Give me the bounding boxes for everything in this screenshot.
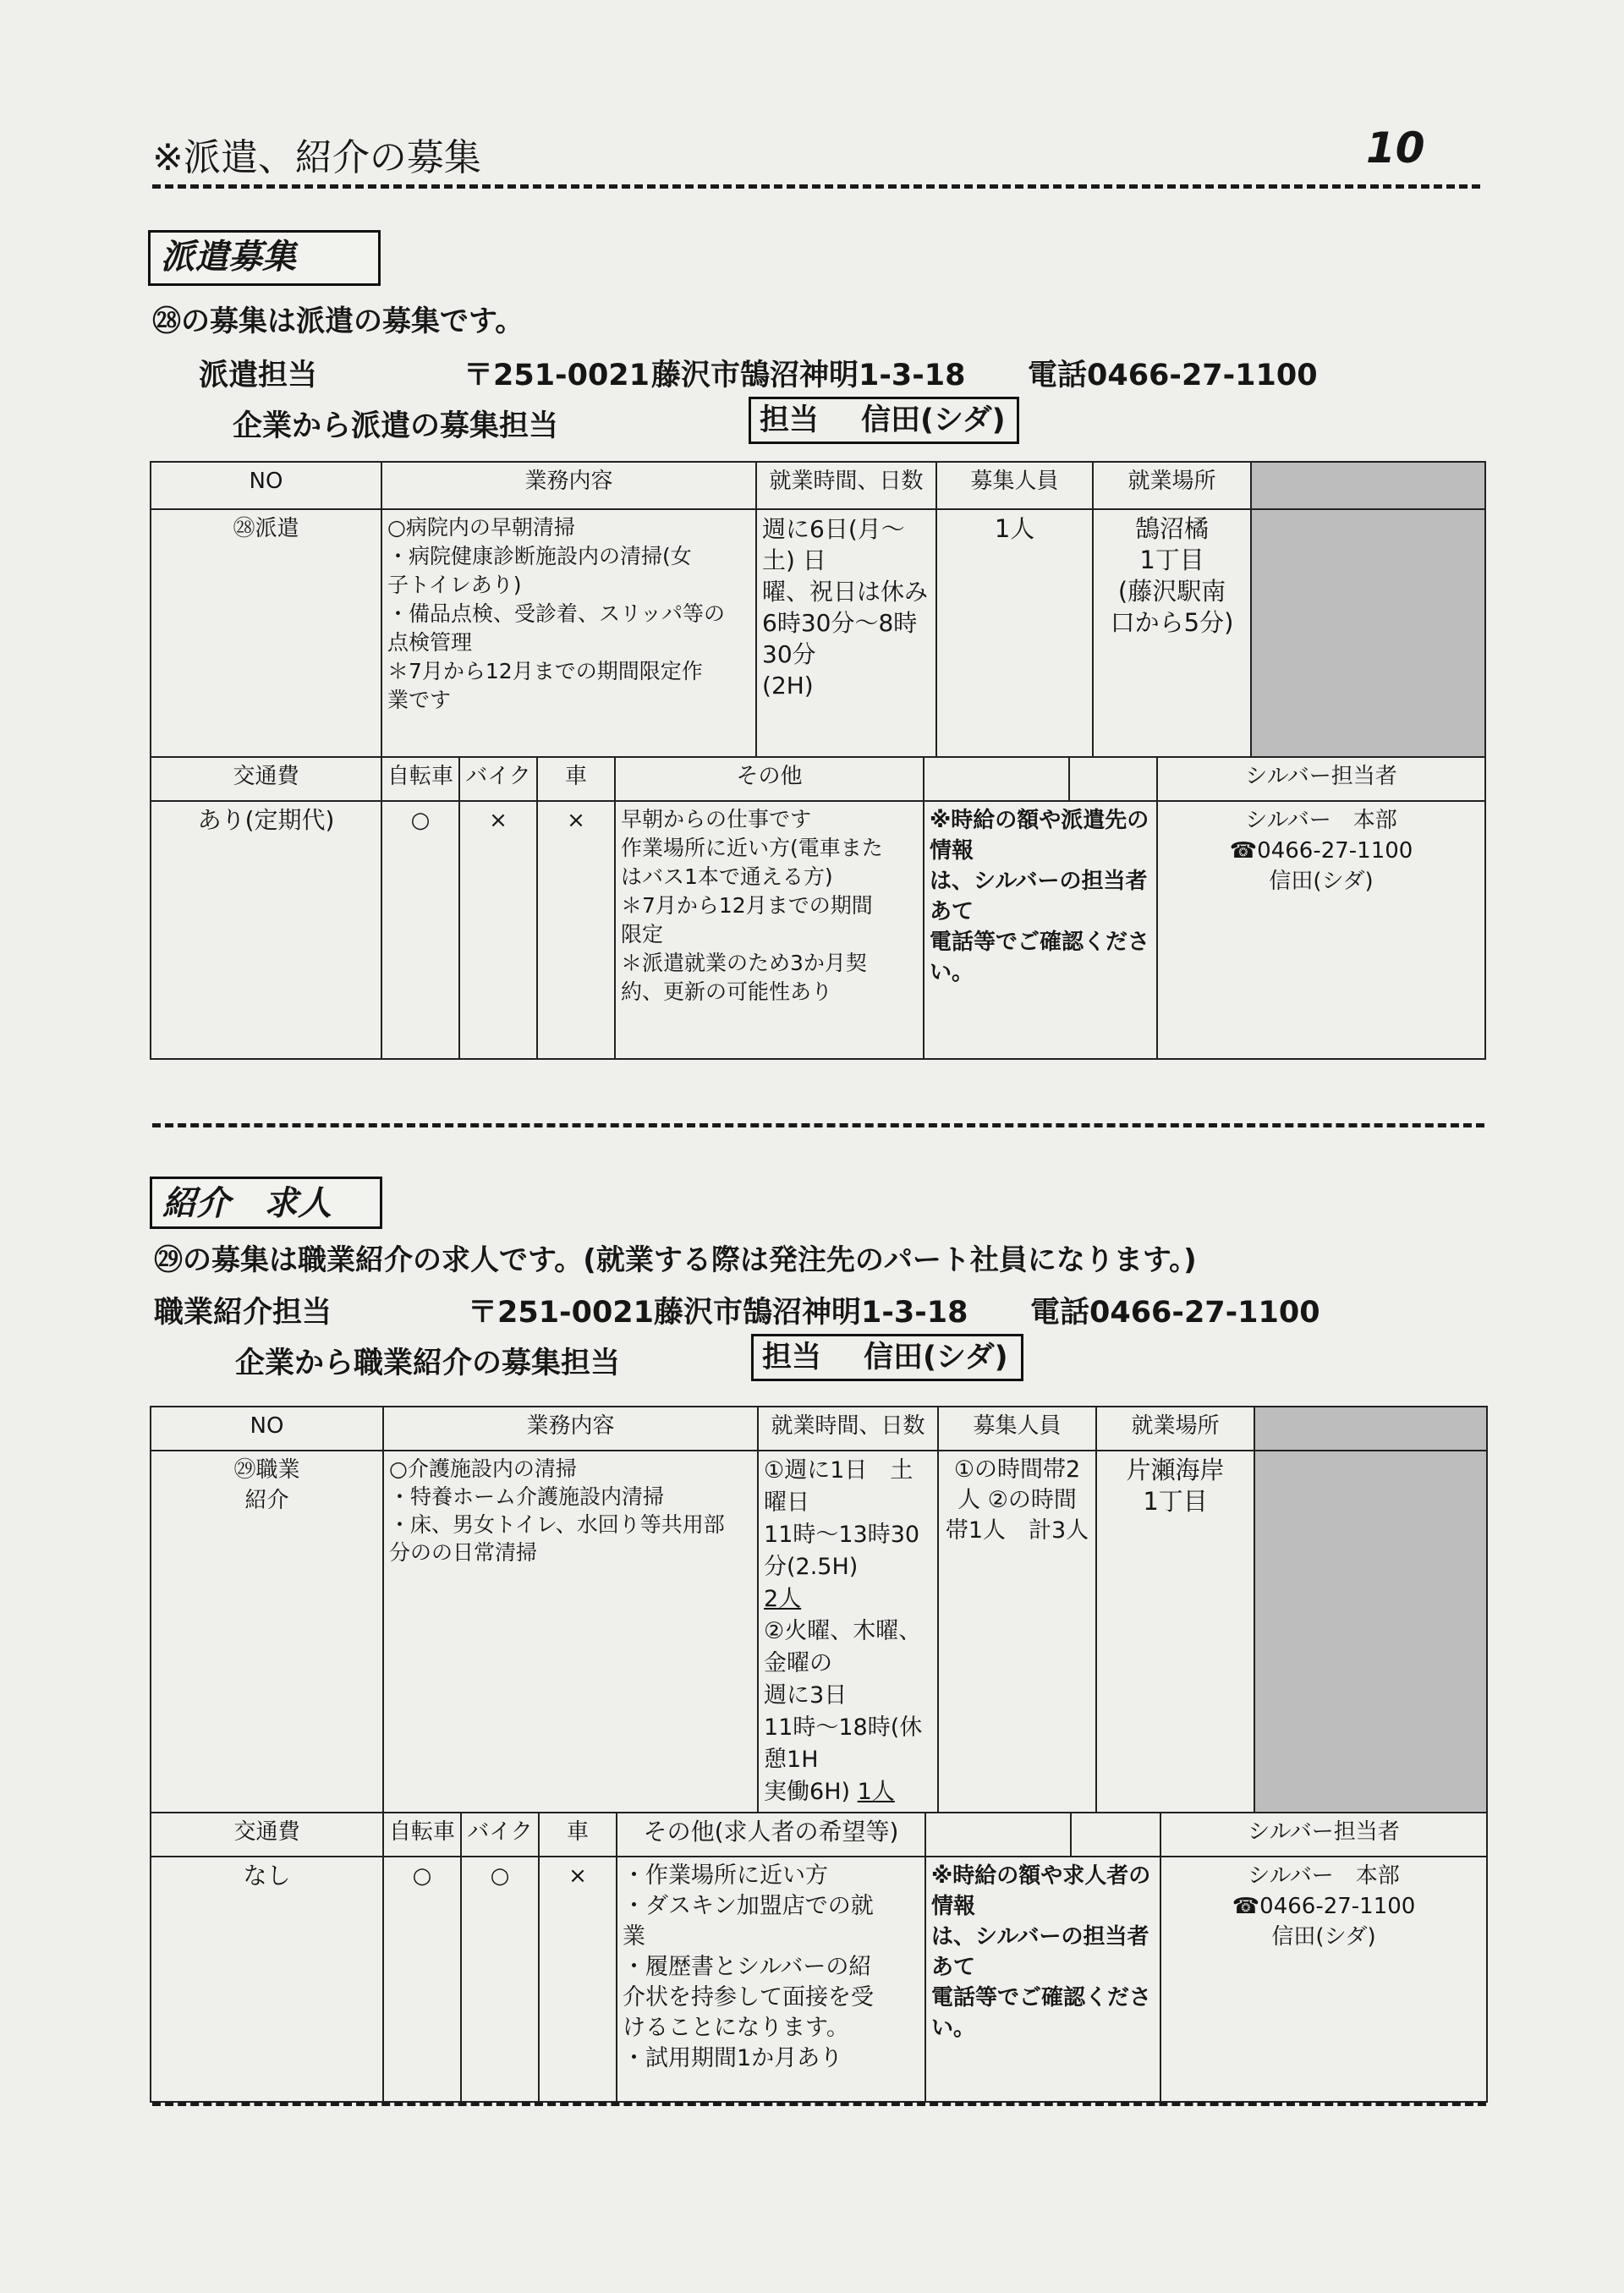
section-title-shokai: 紹介 求人 [150,1177,382,1229]
dept-label: 職業紹介担当 [154,1296,332,1330]
header-hours: 就業時間、日数 [756,462,936,509]
bicycle-mark: ○ [383,1857,461,2102]
car-mark: × [537,801,615,1059]
tanto-name: 信田(シダ) [864,1341,1008,1374]
header-motorbike: バイク [459,757,537,801]
header-fare: 交通費 [151,1813,383,1857]
header-staff: シルバー担当者 [1160,1813,1487,1857]
section-lead: ㉙の募集は職業紹介の求人です。(就業する際は発注先のパート社員になります。) [154,1243,1197,1277]
staff-contact: シルバー 本部 ☎0466-27-1100 信田(シダ) [1160,1857,1487,2102]
car-mark: × [539,1857,617,2102]
divider [152,1123,1484,1127]
recruit-contact-label: 企業から職業紹介の募集担当 [235,1347,621,1380]
header-work: 業務内容 [381,462,756,509]
header-staff: シルバー担当者 [1157,757,1485,801]
job-description: ○介護施設内の清掃 ・特養ホーム介護施設内清掃 ・床、男女トイレ、水回り等共用部 分のの日常清掃 [383,1451,758,1813]
work-place: 鵠沼橘 1丁目 (藤沢駅南 口から5分) [1093,509,1251,757]
tanto-label: 担当 [760,403,820,437]
header-car: 車 [539,1813,617,1857]
gray-cell [1251,509,1485,757]
header-other: その他 [615,757,924,801]
motorbike-mark: × [459,801,537,1059]
header-no: NO [151,1407,383,1451]
divider [152,184,1480,189]
postal-code: 〒251-0021 [464,359,650,392]
job-table-haken [150,461,1486,1060]
divider [152,2102,1486,2106]
tanto-name: 信田(シダ) [861,403,1006,437]
empty-header [1069,757,1157,801]
phone: 電話0466-27-1100 [1028,359,1318,392]
motorbike-mark: ○ [461,1857,539,2102]
wage-note: ※時給の額や求人者の情報 は、シルバーの担当者あて 電話等でご確認ください。 [925,1857,1160,2102]
work-place: 片瀬海岸 1丁目 [1096,1451,1254,1813]
fare-value: なし [151,1857,383,2102]
page-number: 10 [1366,123,1425,173]
header-fare: 交通費 [151,757,381,801]
header-count: 募集人員 [938,1407,1096,1451]
page-title: ※派遣、紹介の募集 [152,136,481,179]
wage-note: ※時給の額や派遣先の情報 は、シルバーの担当者あて 電話等でご確認ください。 [924,801,1157,1059]
recruit-count: ①の時間帯2 人 ②の時間 帯1人 計3人 [938,1451,1096,1813]
other-notes: 早朝からの仕事です 作業場所に近い方(電車また はバス1本で通える方) ＊7月から12月までの期間 限定 ＊派遣就業のため3か月契 約、更新の可能性あり [615,801,924,1059]
work-hours: ①週に1日 土曜日 11時～13時30分(2.5H) 2人 ②火曜、木曜、金曜の 週に3日 11時～18時(休憩1H 実働6H) 1人 [758,1451,938,1813]
fare-value: あり(定期代) [151,801,381,1059]
job-description: ○病院内の早朝清掃 ・病院健康診断施設内の清掃(女 子トイレあり) ・備品点検、受診着、スリッパ等の 点検管理 ＊7月から12月までの期間限定作 業です [381,509,756,757]
recruit-count: 1人 [936,509,1093,757]
staff-contact: シルバー 本部 ☎0466-27-1100 信田(シダ) [1157,801,1485,1059]
address: 藤沢市鵠沼神明1-3-18 [651,359,966,392]
bicycle-mark: ○ [381,801,459,1059]
header-bicycle: 自転車 [383,1813,461,1857]
header-hours: 就業時間、日数 [758,1407,938,1451]
phone: 電話0466-27-1100 [1030,1296,1320,1330]
job-number: ㉘派遣 [151,509,381,757]
recruit-contact-label: 企業から派遣の募集担当 [233,409,559,443]
header-motorbike: バイク [461,1813,539,1857]
empty-header [1071,1813,1160,1857]
job-table-shokai [150,1406,1488,2103]
empty-header [924,757,1069,801]
header-place: 就業場所 [1093,462,1251,509]
header-car: 車 [537,757,615,801]
section-lead: ㉘の募集は派遣の募集です。 [152,304,524,338]
tanto-label: 担当 [762,1341,822,1374]
gray-cell [1251,462,1485,509]
postal-code: 〒251-0021 [468,1296,654,1330]
header-other: その他(求人者の希望等) [617,1813,925,1857]
work-hours: 週に6日(月～土) 日 曜、祝日は休み 6時30分～8時30分 (2H) [756,509,936,757]
gray-cell [1254,1407,1487,1451]
other-notes: ・作業場所に近い方 ・ダスキン加盟店での就 業 ・履歴書とシルバーの紹 介状を持参して面接を受 けることになります。 ・試用期間1か月あり [617,1857,925,2102]
address: 藤沢市鵠沼神明1-3-18 [654,1296,968,1330]
header-place: 就業場所 [1096,1407,1254,1451]
tanto-box [751,1334,1023,1381]
section-title-haken: 派遣募集 [148,230,381,286]
gray-cell [1254,1451,1487,1813]
empty-header [925,1813,1071,1857]
dept-label: 派遣担当 [199,359,318,392]
job-number: ㉙職業 紹介 [151,1451,383,1813]
header-bicycle: 自転車 [381,757,459,801]
header-no: NO [151,462,381,509]
header-count: 募集人員 [936,462,1093,509]
tanto-box [749,397,1019,444]
header-work: 業務内容 [383,1407,758,1451]
